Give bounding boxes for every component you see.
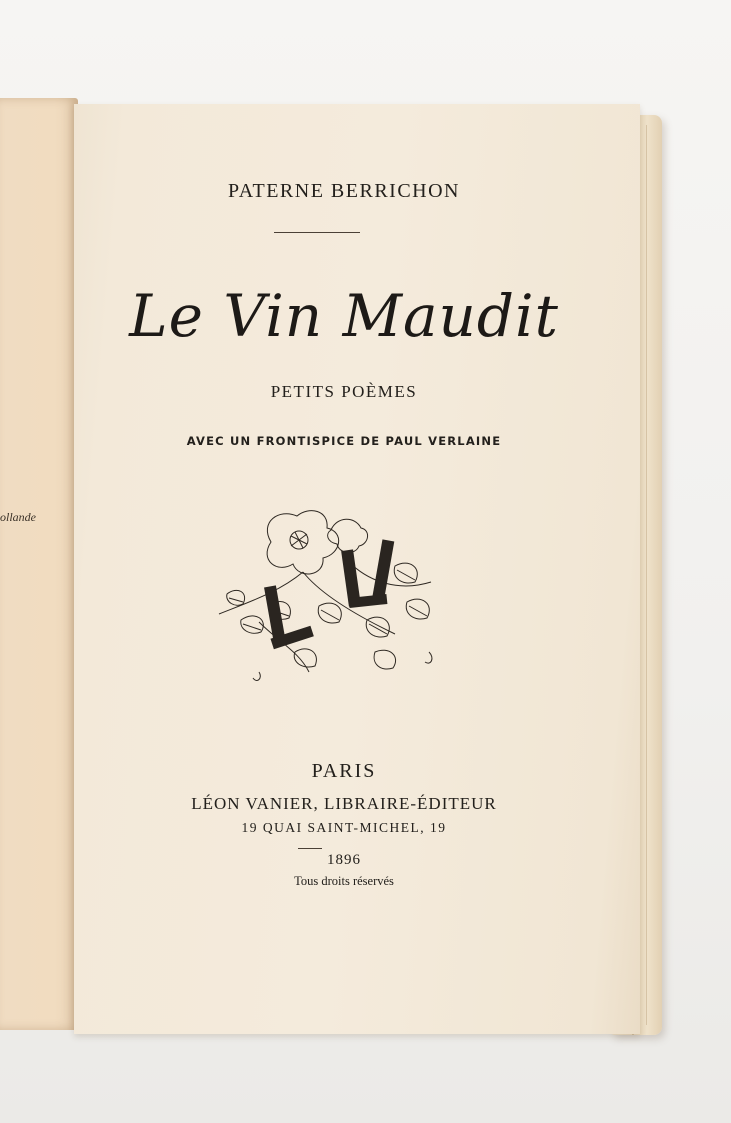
facing-page-text: ollande [0, 510, 36, 524]
flower-monogram-lv-icon [199, 502, 449, 687]
title-page [74, 104, 640, 1034]
facing-page [0, 98, 78, 1030]
imprint-year: 1896 [327, 852, 361, 868]
frontispiece-note: AVEC UN FRONTISPICE DE PAUL VERLAINE [186, 434, 502, 448]
author-name: PATERNE BERRICHON [227, 180, 460, 202]
book-title: Le Vin Maudit [129, 282, 559, 350]
imprint-publisher: LÉON VANIER, LIBRAIRE-ÉDITEUR [191, 794, 497, 813]
imprint-city: PARIS [311, 760, 377, 782]
author-rule [274, 232, 360, 233]
imprint-address: 19 QUAI SAINT-MICHEL, 19 [241, 820, 447, 835]
rights-notice: Tous droits réservés [294, 874, 394, 888]
book-subtitle: PETITS POÈMES [270, 382, 418, 401]
imprint-rule [298, 848, 322, 849]
